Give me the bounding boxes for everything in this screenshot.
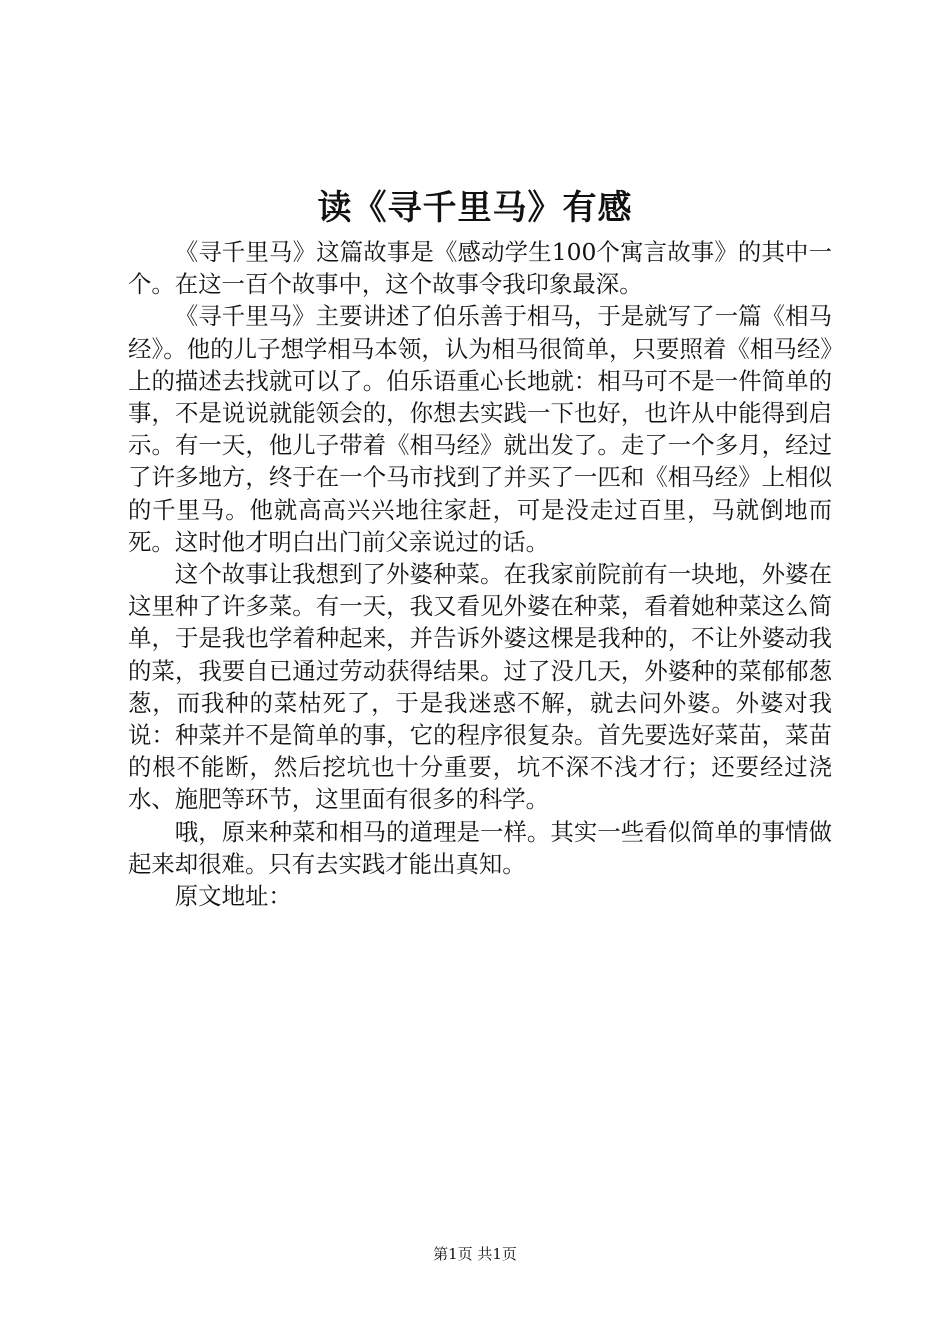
- page-footer: 第1页 共1页: [433, 1245, 517, 1263]
- paragraph-intro: 《寻千里马》这篇故事是《感动学生100个寓言故事》的其中一个。在这一百个故事中，这个故事令我印象最深。: [128, 238, 832, 299]
- paragraph-story-summary: 《寻千里马》主要讲述了伯乐善于相马，于是就写了一篇《相马经》。他的儿子想学相马本领，认为相马很简单，只要照着《相马经》上的描述去找就可以了。伯乐语重心长地就：相马可不是一件简单的事，不是说说就能领会的，你想去实践一下也好，也许从中能得到启示。有一天，他儿子带着《相马经》就出发了。走了一个多月，经过了许多地方，终于在一个马市找到了并买了一匹和《相马经》上相似的千里马。他就高高兴兴地往家赶，可是没走过百里，马就倒地而死。这时他才明白出门前父亲说过的话。: [128, 302, 832, 556]
- paragraph-grandma-vegetables: 这个故事让我想到了外婆种菜。在我家前院前有一块地，外婆在这里种了许多菜。有一天，我又看见外婆在种菜，看着她种菜这么简单，于是我也学着种起来，并告诉外婆这棵是我种的，不让外婆动我的菜，我要自已通过劳动获得结果。过了没几天，外婆种的菜郁郁葱葱，而我种的菜枯死了，于是我迷惑不解，就去问外婆。外婆对我说：种菜并不是简单的事，它的程序很复杂。首先要选好菜苗，菜苗的根不能断，然后挖坑也十分重要，坑不深不浅才行；还要经过浇水、施肥等环节，这里面有很多的科学。: [128, 560, 832, 814]
- document-body: [128, 236, 832, 912]
- document-title: 读《寻千里马》有感: [317, 188, 633, 228]
- paragraph-source: 原文地址：: [174, 882, 292, 911]
- paragraph-conclusion: 哦，原来种菜和相马的道理是一样。其实一些看似简单的事情做起来却很难。只有去实践才能出真知。: [128, 817, 832, 878]
